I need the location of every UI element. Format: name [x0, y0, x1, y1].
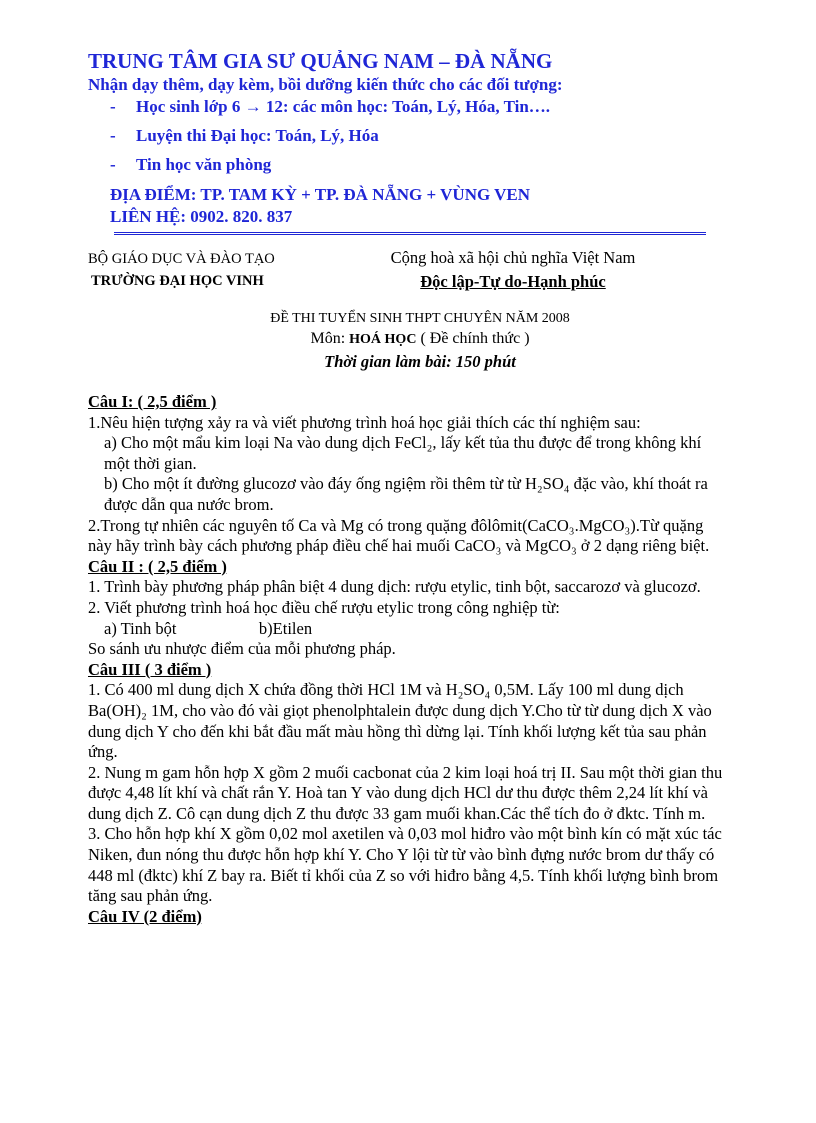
bullet-text: Luyện thi Đại học: Toán, Lý, Hóa [136, 126, 379, 145]
bullet-text: Học sinh lớp 6 → 12: các môn học: Toán, Lý, Hóa, Tin…. [136, 97, 551, 116]
banner-subtitle: Nhận dạy thêm, dạy kèm, bồi dưỡng kiến thức cho các đối tượng: [88, 75, 563, 94]
banner-title: TRUNG TÂM GIA SƯ QUẢNG NAM – ĐÀ NẴNG [88, 49, 553, 73]
banner-bullet [110, 125, 708, 147]
question-paragraph: a) Cho một mẩu kim loại Na vào dung dịch FeCl₂, lấy kết tủa thu được để trong không khí một thời gian. [104, 433, 702, 473]
exam-duration: Thời gian làm bài: 150 phút [324, 352, 516, 371]
national-motto-block [382, 246, 644, 294]
question-heading: Câu I: ( 2,5 điểm ) [88, 392, 217, 411]
banner-contact: LIÊN HỆ: 0902. 820. 837 [110, 207, 293, 226]
school-name: TRƯỜNG ĐẠI HỌC VINH [91, 273, 264, 289]
question-paragraph: a) Tinh bột b)Etilen [104, 618, 313, 638]
republic-name: Cộng hoà xã hội chủ nghĩa Việt Nam [390, 248, 636, 267]
banner-divider [114, 232, 706, 238]
question-paragraph: So sánh ưu nhược điểm của mỗi phương pháp. [88, 639, 396, 659]
bullet-text: Tin học văn phòng [136, 155, 272, 174]
exam-title: ĐỀ THI TUYỂN SINH THPT CHUYÊN NĂM 2008 [270, 311, 570, 326]
national-motto: Độc lập-Tự do-Hạnh phúc [420, 272, 606, 291]
question-paragraph: 3. Cho hỗn hợp khí X gồm 0,02 mol axetilen và 0,03 mol hiđro vào một bình kín có mặt xúc tác Niken, đun nóng thu được hỗn hợp khí Y. Cho Y lội từ từ vào bình đựng nước brom dư thấy có 448 ml (đktc) khí Z bay ra. Biết tỉ khối của Z so với hiđro bằng 4,5. Tính khối lượng bình brom tăng sau phản ứng. [88, 824, 722, 906]
subject-suffix: ( Đề chính thức ) [416, 330, 530, 347]
bullet-dash: - [110, 97, 116, 116]
question-heading: Câu IV (2 điểm) [88, 906, 202, 926]
ministry-name: BỘ GIÁO DỤC VÀ ĐÀO TẠO [88, 251, 275, 267]
tutoring-banner [88, 48, 708, 238]
exam-subject-line [0, 328, 816, 351]
issuer-block [88, 248, 275, 292]
question-heading: Câu II : ( 2,5 điểm ) [88, 556, 227, 576]
subject-name: HOÁ HỌC [349, 332, 417, 347]
subject-prefix: Môn: [310, 330, 350, 347]
exam-questions [88, 392, 728, 927]
question-paragraph: 1.Nêu hiện tượng xảy ra và viết phương trình hoá học giải thích các thí nghiệm sau: [88, 412, 641, 432]
question-paragraph: 2.Trong tự nhiên các nguyên tố Ca và Mg có trong quặng đôlômit(CaCO₃.MgCO₃).Từ quặng này hãy trình bày cách phương pháp điều chế hai muối CaCO₃ và MgCO₃ ở 2 dạng riêng biệt. [88, 515, 710, 556]
question-paragraph: b) Cho một ít đường glucozơ vào đáy ống ngiệm rồi thêm từ từ H₂SO₄ đặc vào, khí thoát ra được dẫn qua nước brom. [104, 474, 708, 514]
question-paragraph: 2. Viết phương trình hoá học điều chế rượu etylic trong công nghiệp từ: [88, 597, 560, 617]
question-paragraph: 2. Nung m gam hỗn hợp X gồm 2 muối cacbonat của 2 kim loại hoá trị II. Sau một thời gian thu được 4,48 lít khí và chất rắn Y. Hoà tan Y vào dung dịch HCl dư thu được thêm 2,24 lít khí và dung dịch Z. Cô cạn dung dịch Z thu được 33 gam muối khan.Các thể tích đo ở đktc. Tính m. [88, 762, 723, 823]
bullet-dash: - [110, 155, 116, 174]
question-heading: Câu III ( 3 điểm ) [88, 659, 212, 679]
exam-heading [0, 310, 816, 373]
banner-address: ĐỊA ĐIỂM: TP. TAM KỲ + TP. ĐÀ NẴNG + VÙNG VEN [110, 185, 531, 204]
bullet-dash: - [110, 126, 116, 145]
question-paragraph: 1. Có 400 ml dung dịch X chứa đồng thời HCl 1M và H₂SO₄ 0,5M. Lấy 100 ml dung dịch Ba(OH)₂ 1M, cho vào đó vài giọt phenolphtalein được dung dịch Y.Cho từ từ dung dịch X vào dung dịch Y cho đến khi bắt đầu mất màu hồng thì dừng lại. Tính khối lượng kết tủa sau phản ứng. [88, 680, 712, 762]
banner-bullet [110, 154, 708, 176]
banner-bullet [110, 96, 708, 118]
question-paragraph: 1. Trình bày phương pháp phân biệt 4 dung dịch: rượu etylic, tinh bột, saccarozơ và glucozơ. [88, 577, 701, 597]
